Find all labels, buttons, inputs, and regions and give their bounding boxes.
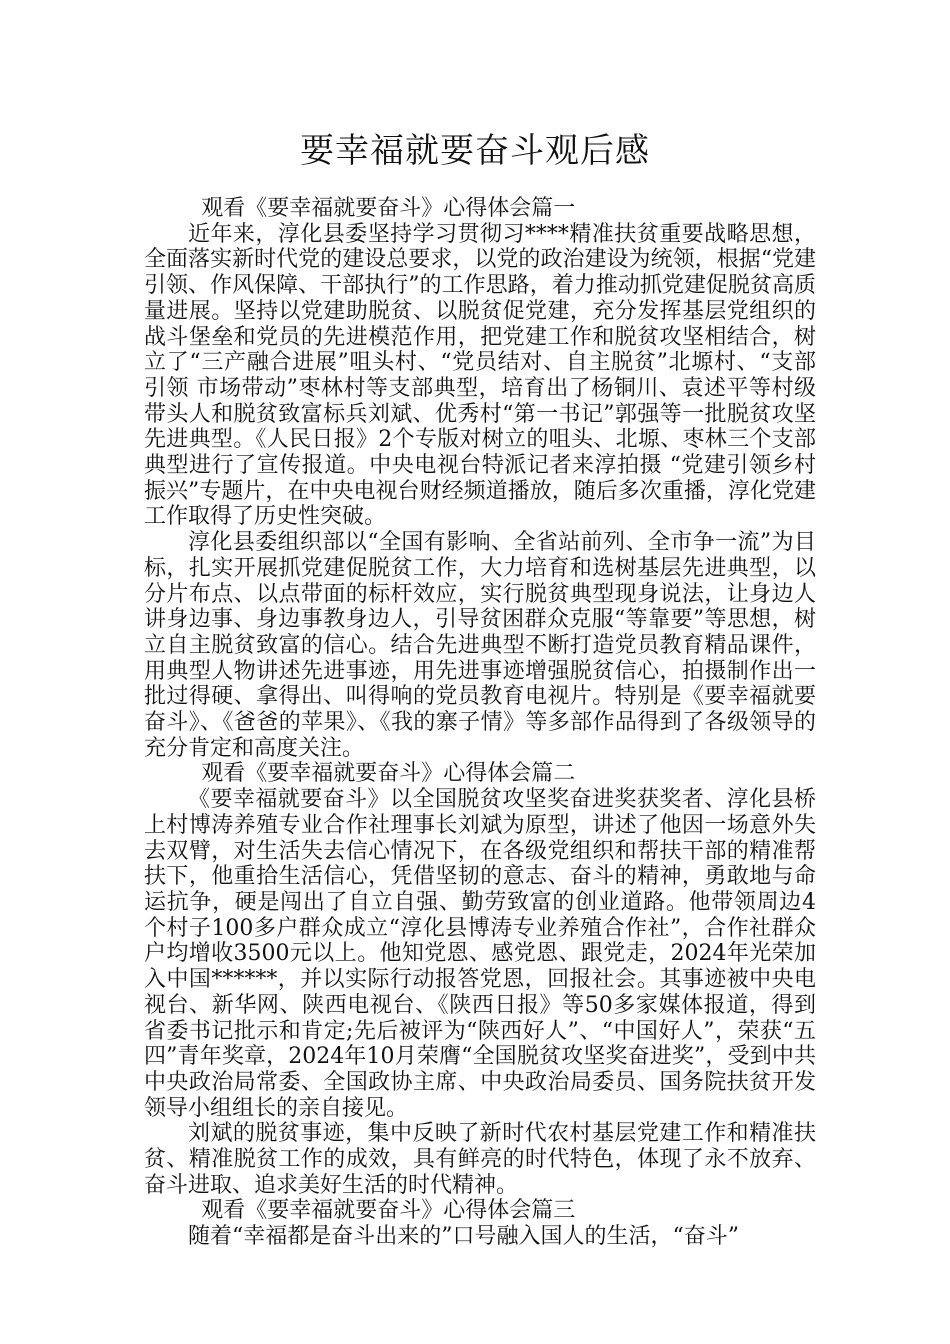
paragraph: 淳化县委组织部以“全国有影响、全省站前列、全市争一流”为目标，扎实开展抓党建促脱贫工作，大力培育和选树基层先进典型，以分片布点、以点带面的标杆效应，实行脱贫典型现身说法，让身边人讲身边事、身边事教身边人，引导贫困群众克服“等靠要”等思想，树立自主脱贫致富的信心。结合先进典型不断打造党员教育精品课件，用典型人物讲述先进事迹，用先进事迹增强脱贫信心，拍摄制作出一批过得硬、拿得出、叫得响的党员教育电视片。特别是《要幸福就要奋斗》、《爸爸的苹果》、《我的寨子情》等多部作品得到了各级领导的充分肯定和高度关注。 xyxy=(144,530,816,761)
paragraph: 刘斌的脱贫事迹，集中反映了新时代农村基层党建工作和精准扶贫、精准脱贫工作的成效，具有鲜亮的时代特色，体现了永不放弃、奋斗进取、追求美好生活的时代精神。 xyxy=(144,1121,816,1198)
document-body xyxy=(144,196,816,1250)
paragraph: 近年来，淳化县委坚持学习贯彻习****精准扶贫重要战略思想，全面落实新时代党的建设总要求，以党的政治建设为统领，根据“党建引领、作风保障、干部执行”的工作思路，着力推动抓党建促脱贫高质量进展。坚持以党建助脱贫、以脱贫促党建，充分发挥基层党组织的战斗堡垒和党员的先进模范作用，把党建工作和脱贫攻坚相结合，树立了“三产融合进展”咀头村、“党员结对、自主脱贫”北塬村、“支部引领 市场带动”枣林村等支部典型，培育出了杨铜川、袁述平等村级带头人和脱贫致富标兵刘斌、优秀村“第一书记”郭强等一批脱贫攻坚先进典型。《人民日报》2个专版对树立的咀头、北塬、枣林三个支部典型进行了宣传报道。中央电视台特派记者来淳拍摄 “党建引领乡村振兴”专题片，在中央电视台财经频道播放，随后多次重播，淳化党建工作取得了历史性突破。 xyxy=(144,221,816,530)
paragraph: 《要幸福就要奋斗》以全国脱贫攻坚奖奋进奖获奖者、淳化县桥上村博涛养殖专业合作社理事长刘斌为原型，讲述了他因一场意外失去双臂，对生活失去信心情况下，在各级党组织和帮扶干部的精准帮扶下，他重拾生活信心，凭借坚韧的意志、奋斗的精神，勇敢地与命运抗争，硬是闯出了自立自强、勤劳致富的创业道路。他带领周边4个村子100多户群众成立“淳化县博涛专业养殖合作社”，合作社群众户均增收3500元以上。他知党恩、感党恩、跟党走，2024年光荣加入中国******，并以实际行动报答党恩，回报社会。其事迹被中央电视台、新华网、陕西电视台、《陕西日报》等50多家媒体报道，得到省委书记批示和肯定;先后被评为“陕西好人”、“中国好人”，荣获“五四”青年奖章，2024年10月荣膺“全国脱贫攻坚奖奋进奖”，受到中共中央政治局常委、全国政协主席、中央政治局委员、国务院扶贫开发领导小组组长的亲自接见。 xyxy=(144,787,816,1121)
section-heading: 观看《要幸福就要奋斗》心得体会篇一 xyxy=(201,196,576,221)
section-heading: 观看《要幸福就要奋斗》心得体会篇二 xyxy=(201,761,576,787)
paragraph: 随着“幸福都是奋斗出来的”口号融入国人的生活，“奋斗” xyxy=(188,1224,739,1250)
section-heading: 观看《要幸福就要奋斗》心得体会篇三 xyxy=(201,1198,576,1224)
document-title: 要幸福就要奋斗观后感 xyxy=(300,131,650,171)
